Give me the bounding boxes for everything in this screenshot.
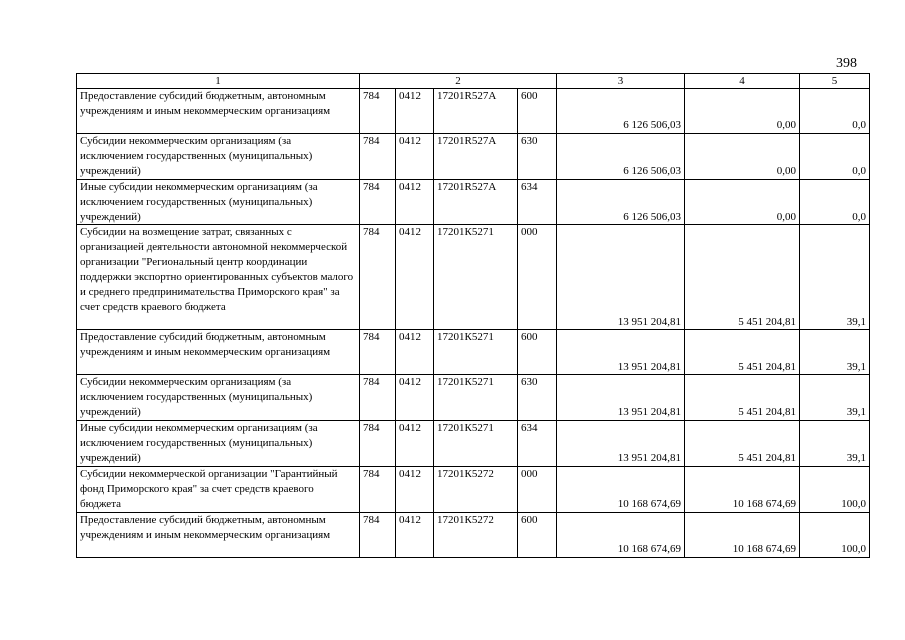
table-row bbox=[77, 89, 870, 134]
row-fact: 5 451 204,81 bbox=[685, 375, 800, 421]
row-grbs: 784 bbox=[360, 466, 396, 512]
row-section: 0412 bbox=[396, 466, 434, 512]
row-kind: 634 bbox=[518, 421, 557, 467]
row-section: 0412 bbox=[396, 421, 434, 467]
row-kind: 634 bbox=[518, 179, 557, 225]
row-grbs: 784 bbox=[360, 225, 396, 330]
row-plan: 13 951 204,81 bbox=[557, 225, 685, 330]
row-plan: 6 126 506,03 bbox=[557, 89, 685, 134]
row-section: 0412 bbox=[396, 134, 434, 180]
row-grbs: 784 bbox=[360, 512, 396, 557]
row-name: Предоставление субсидий бюджетным, автономным учреждениям и иным некоммерческим организациям bbox=[77, 512, 360, 557]
row-kind: 630 bbox=[518, 134, 557, 180]
row-percent: 39,1 bbox=[800, 330, 870, 375]
row-section: 0412 bbox=[396, 330, 434, 375]
row-kind: 600 bbox=[518, 512, 557, 557]
row-percent: 39,1 bbox=[800, 421, 870, 467]
row-plan: 10 168 674,69 bbox=[557, 466, 685, 512]
row-fact: 10 168 674,69 bbox=[685, 466, 800, 512]
row-percent: 100,0 bbox=[800, 512, 870, 557]
row-percent: 39,1 bbox=[800, 375, 870, 421]
row-target: 17201К5271 bbox=[434, 225, 518, 330]
row-target: 17201К5271 bbox=[434, 330, 518, 375]
header-col-1: 1 bbox=[77, 74, 360, 89]
row-target: 17201R527A bbox=[434, 134, 518, 180]
header-row bbox=[77, 74, 870, 89]
row-grbs: 784 bbox=[360, 89, 396, 134]
row-kind: 000 bbox=[518, 466, 557, 512]
row-target: 17201К5272 bbox=[434, 512, 518, 557]
row-grbs: 784 bbox=[360, 375, 396, 421]
row-name: Предоставление субсидий бюджетным, автономным учреждениям и иным некоммерческим организациям bbox=[77, 89, 360, 134]
row-kind: 630 bbox=[518, 375, 557, 421]
table-row bbox=[77, 225, 870, 330]
row-fact: 0,00 bbox=[685, 179, 800, 225]
table-row bbox=[77, 330, 870, 375]
row-name: Субсидии некоммерческим организациям (за исключением государственных (муниципальных) учреждений) bbox=[77, 375, 360, 421]
table-row bbox=[77, 421, 870, 467]
row-grbs: 784 bbox=[360, 179, 396, 225]
row-target: 17201R527A bbox=[434, 179, 518, 225]
row-name: Предоставление субсидий бюджетным, автономным учреждениям и иным некоммерческим организациям bbox=[77, 330, 360, 375]
row-percent: 100,0 bbox=[800, 466, 870, 512]
table-row bbox=[77, 375, 870, 421]
row-target: 17201R527A bbox=[434, 89, 518, 134]
row-plan: 6 126 506,03 bbox=[557, 134, 685, 180]
table-row bbox=[77, 134, 870, 180]
row-target: 17201К5272 bbox=[434, 466, 518, 512]
row-plan: 6 126 506,03 bbox=[557, 179, 685, 225]
row-target: 17201К5271 bbox=[434, 421, 518, 467]
header-col-4: 4 bbox=[685, 74, 800, 89]
row-grbs: 784 bbox=[360, 330, 396, 375]
row-section: 0412 bbox=[396, 225, 434, 330]
budget-table bbox=[76, 73, 870, 558]
row-plan: 13 951 204,81 bbox=[557, 375, 685, 421]
row-percent: 39,1 bbox=[800, 225, 870, 330]
row-name: Иные субсидии некоммерческим организациям (за исключением государственных (муниципальных) учреждений) bbox=[77, 179, 360, 225]
row-fact: 0,00 bbox=[685, 134, 800, 180]
table-row bbox=[77, 512, 870, 557]
row-kind: 600 bbox=[518, 330, 557, 375]
row-section: 0412 bbox=[396, 512, 434, 557]
page-number: 398 bbox=[836, 56, 857, 71]
row-percent: 0,0 bbox=[800, 134, 870, 180]
table-row bbox=[77, 179, 870, 225]
row-kind: 600 bbox=[518, 89, 557, 134]
row-percent: 0,0 bbox=[800, 179, 870, 225]
row-grbs: 784 bbox=[360, 134, 396, 180]
row-plan: 13 951 204,81 bbox=[557, 421, 685, 467]
row-section: 0412 bbox=[396, 179, 434, 225]
row-fact: 5 451 204,81 bbox=[685, 225, 800, 330]
row-fact: 5 451 204,81 bbox=[685, 421, 800, 467]
table-row bbox=[77, 466, 870, 512]
row-fact: 10 168 674,69 bbox=[685, 512, 800, 557]
row-name: Субсидии некоммерческой организации "Гарантийный фонд Приморского края" за счет средств краевого бюджета bbox=[77, 466, 360, 512]
row-name: Субсидии некоммерческим организациям (за исключением государственных (муниципальных) учреждений) bbox=[77, 134, 360, 180]
row-fact: 5 451 204,81 bbox=[685, 330, 800, 375]
row-section: 0412 bbox=[396, 375, 434, 421]
row-fact: 0,00 bbox=[685, 89, 800, 134]
row-section: 0412 bbox=[396, 89, 434, 134]
row-grbs: 784 bbox=[360, 421, 396, 467]
row-percent: 0,0 bbox=[800, 89, 870, 134]
row-plan: 13 951 204,81 bbox=[557, 330, 685, 375]
row-plan: 10 168 674,69 bbox=[557, 512, 685, 557]
header-col-2: 2 bbox=[360, 74, 557, 89]
row-name: Иные субсидии некоммерческим организациям (за исключением государственных (муниципальных) учреждений) bbox=[77, 421, 360, 467]
row-target: 17201К5271 bbox=[434, 375, 518, 421]
header-col-5: 5 bbox=[800, 74, 870, 89]
row-kind: 000 bbox=[518, 225, 557, 330]
header-col-3: 3 bbox=[557, 74, 685, 89]
row-name: Субсидии на возмещение затрат, связанных с организацией деятельности автономной некоммерческой организации "Региональный центр координации поддержки экспортно ориентированных субъектов малого и среднего предпринимательства Приморского края" за счет средств краевого бюджета bbox=[77, 225, 360, 330]
